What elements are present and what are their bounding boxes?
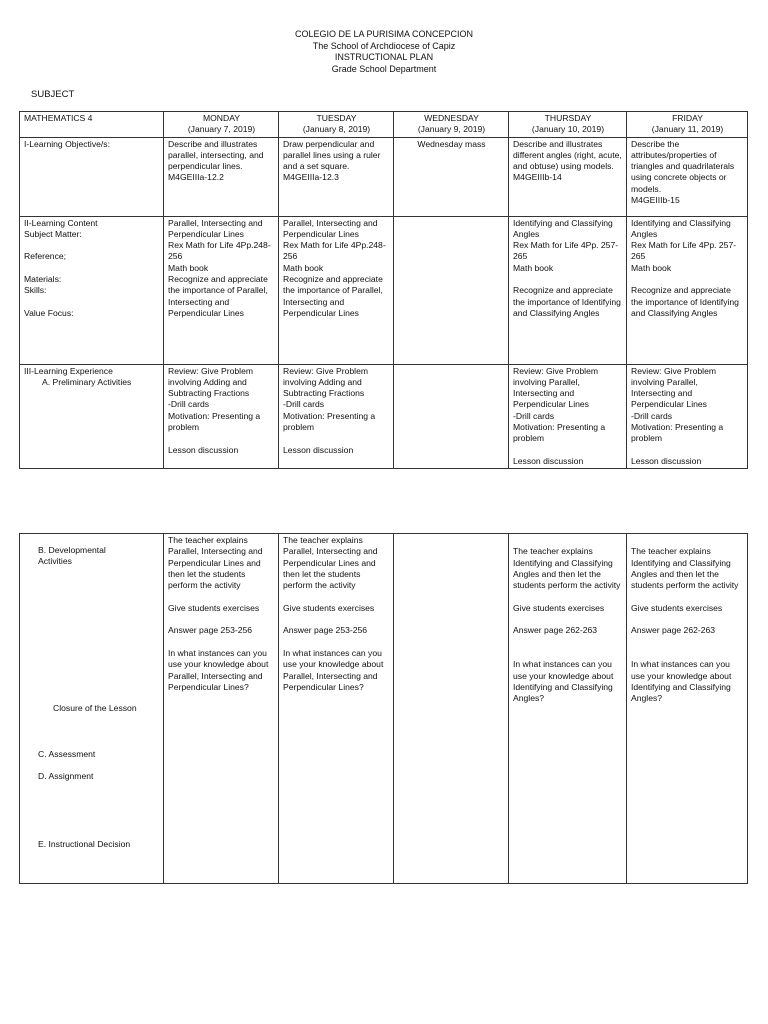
day-name: FRIDAY <box>672 113 703 123</box>
subject-cell: MATHEMATICS 4 <box>20 112 164 138</box>
document-header <box>0 29 768 75</box>
cell-objective-monday: Describe and illustrates parallel, intersecting, and perpendicular lines. M4GEIIIa-12.2 <box>164 137 279 216</box>
day-name: THURSDAY <box>544 113 592 123</box>
cell-developmental-friday: The teacher explains Identifying and Classifying Angles and then let the students perform the activity Give students exercises Answer page 262-263 In what instances can you use your knowledge about Identifying and Classifying Angles? <box>627 534 748 884</box>
day-name: TUESDAY <box>316 113 357 123</box>
day-name: WEDNESDAY <box>424 113 479 123</box>
row-label-objectives: I-Learning Objective/s: <box>20 137 164 216</box>
document-title: INSTRUCTIONAL PLAN <box>334 52 434 62</box>
cell-experience-wednesday <box>394 364 509 469</box>
cell-developmental-monday: The teacher explains Parallel, Intersecting and Perpendicular Lines and then let the students perform the activity Give students exercises Answer page 253-256 In what instances can you use your knowledge about Parallel, Intersecting and Perpendicular Lines? <box>164 534 279 884</box>
cell-experience-friday: Review: Give Problem involving Parallel, Intersecting and Perpendicular Lines -Drill cards Motivation: Presenting a problem Lesson discussion <box>627 364 748 469</box>
instructional-plan-table-1 <box>19 111 748 469</box>
table-row <box>20 137 748 216</box>
cell-objective-friday: Describe the attributes/properties of triangles and quadrilaterals using concrete objects or models. M4GEIIIb-15 <box>627 137 748 216</box>
cell-content-monday: Parallel, Intersecting and Perpendicular Lines Rex Math for Life 4Pp.248-256 Math book Recognize and appreciate the importance of Parallel, Intersecting and Perpendicular Lines <box>164 216 279 364</box>
preliminary-label: A. Preliminary Activities <box>42 376 132 387</box>
cell-content-friday: Identifying and Classifying Angles Rex Math for Life 4Pp. 257-265 Math book Recognize and appreciate the importance of Identifying and Classifying Angles <box>627 216 748 364</box>
instructional-plan-table-2 <box>19 533 748 884</box>
developmental-label: B. Developmental Activities <box>38 545 106 567</box>
day-header-friday <box>627 112 748 138</box>
day-date: (January 8, 2019) <box>302 124 371 135</box>
cell-experience-monday: Review: Give Problem involving Adding and Subtracting Fractions -Drill cards Motivation: Presenting a problem Lesson discussion <box>164 364 279 469</box>
day-date: (January 9, 2019) <box>417 124 486 135</box>
subject-label: SUBJECT <box>31 89 75 100</box>
cell-objective-thursday: Describe and illustrates different angles (right, acute, and obtuse) using models. M4GEIIIb-14 <box>509 137 627 216</box>
row-label-experience <box>20 364 164 469</box>
cell-developmental-thursday: The teacher explains Identifying and Classifying Angles and then let the students perform the activity Give students exercises Answer page 262-263 In what instances can you use your knowledge about Identifying and Classifying Angles? <box>509 534 627 884</box>
table-row <box>20 364 748 469</box>
cell-developmental-wednesday <box>394 534 509 884</box>
cell-developmental-tuesday: The teacher explains Parallel, Intersecting and Perpendicular Lines and then let the students perform the activity Give students exercises Answer page 253-256 In what instances can you use your knowledge about Parallel, Intersecting and Perpendicular Lines? <box>279 534 394 884</box>
day-header-wednesday <box>394 112 509 138</box>
day-header-monday <box>164 112 279 138</box>
table-row <box>20 534 748 884</box>
day-name: MONDAY <box>202 113 241 123</box>
school-name: COLEGIO DE LA PURISIMA CONCEPCION <box>294 29 474 39</box>
table-row <box>20 216 748 364</box>
cell-content-wednesday <box>394 216 509 364</box>
experience-label: III-Learning Experience <box>24 365 113 376</box>
closure-label: Closure of the Lesson <box>53 703 137 713</box>
day-date: (January 10, 2019) <box>531 124 605 135</box>
department-name: Grade School Department <box>331 63 437 74</box>
cell-experience-thursday: Review: Give Problem involving Parallel, Intersecting and Perpendicular Lines -Drill cards Motivation: Presenting a problem Lesson discussion <box>509 364 627 469</box>
cell-content-tuesday: Parallel, Intersecting and Perpendicular Lines Rex Math for Life 4Pp.248-256 Math book Recognize and appreciate the importance of Parallel, Intersecting and Perpendicular Lines <box>279 216 394 364</box>
row-labels-developmental <box>20 534 164 884</box>
cell-content-thursday: Identifying and Classifying Angles Rex Math for Life 4Pp. 257-265 Math book Recognize and appreciate the importance of Identifying and Classifying Angles <box>509 216 627 364</box>
row-label-content: II-Learning Content Subject Matter: Reference; Materials: Skills: Value Focus: <box>20 216 164 364</box>
day-header-tuesday <box>279 112 394 138</box>
school-subtitle: The School of Archdiocese of Capiz <box>312 40 456 51</box>
cell-objective-wednesday: Wednesday mass <box>394 137 509 216</box>
instructional-decision-label: E. Instructional Decision <box>38 839 131 849</box>
cell-objective-tuesday: Draw perpendicular and parallel lines using a ruler and a set square. M4GEIIIa-12.3 <box>279 137 394 216</box>
day-date: (January 7, 2019) <box>187 124 256 135</box>
cell-experience-tuesday: Review: Give Problem involving Adding and Subtracting Fractions -Drill cards Motivation: Presenting a problem Lesson discussion <box>279 364 394 469</box>
day-header-thursday <box>509 112 627 138</box>
assessment-label: C. Assessment <box>38 749 96 759</box>
table-header-row <box>20 112 748 138</box>
day-date: (January 11, 2019) <box>651 124 724 135</box>
assignment-label: D. Assignment <box>38 771 94 781</box>
